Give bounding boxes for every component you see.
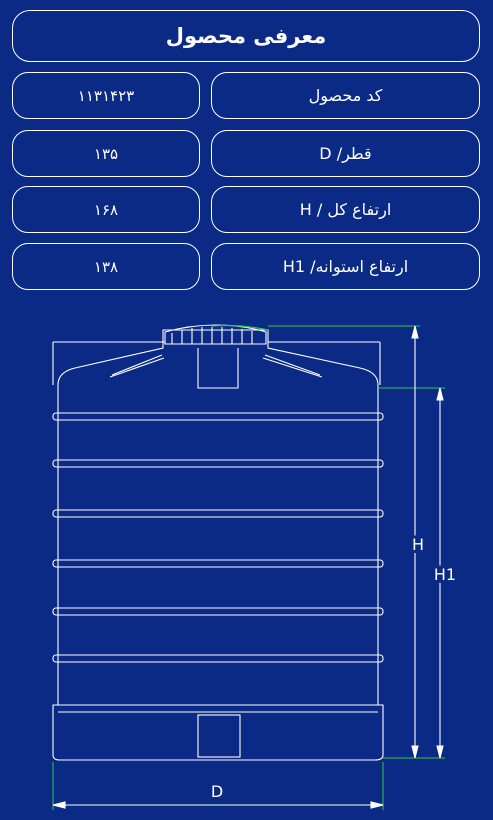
spec-label-product-code (211, 72, 480, 119)
dim-d-arrow-left (53, 802, 65, 808)
dim-h1-arrow-top (437, 388, 443, 400)
spec-label-text: ارتفاع کل / H (299, 200, 392, 219)
spec-label-total-height (211, 186, 480, 233)
spec-value-text: ۱۳۵ (93, 144, 119, 163)
lid-accent-line (212, 326, 268, 331)
spec-value-cylinder-height (12, 243, 200, 290)
spec-label-text: کد محصول (308, 86, 383, 105)
spec-label-cylinder-height (211, 243, 480, 290)
shoulder-ribs-inner (110, 358, 322, 377)
tank-lid (165, 325, 266, 344)
tank-technical-drawing (0, 300, 493, 820)
product-intro-header (12, 10, 480, 62)
body-ribs (53, 413, 383, 662)
shoulder-frame (53, 342, 380, 385)
base-band (53, 705, 383, 712)
outlet-box (198, 715, 240, 757)
dim-h-arrow-bottom (412, 746, 418, 758)
spec-label-text: قطر/ D (319, 144, 372, 163)
spec-label-text: ارتفاع استوانه/ H1 (282, 257, 409, 276)
dim-h1-label: H1 (433, 565, 457, 584)
dim-d-arrow-right (371, 802, 383, 808)
tank-drawing-svg (0, 300, 493, 820)
tank-body-outline (53, 330, 383, 760)
spec-value-text: ۱۱۳۱۴۲۳ (77, 86, 135, 105)
spec-label-diameter (211, 130, 480, 177)
dim-d-label: D (210, 782, 224, 801)
spec-value-product-code (12, 72, 200, 119)
spec-value-diameter (12, 130, 200, 177)
dim-h-label: H (411, 535, 425, 554)
spec-value-total-height (12, 186, 200, 233)
tank-neck (198, 348, 238, 388)
dim-h1-arrow-bottom (437, 746, 443, 758)
page-title: معرفی محصول (165, 24, 327, 48)
spec-value-text: ۱۶۸ (93, 200, 119, 219)
dim-h-arrow-top (412, 326, 418, 338)
spec-value-text: ۱۳۸ (93, 257, 119, 276)
